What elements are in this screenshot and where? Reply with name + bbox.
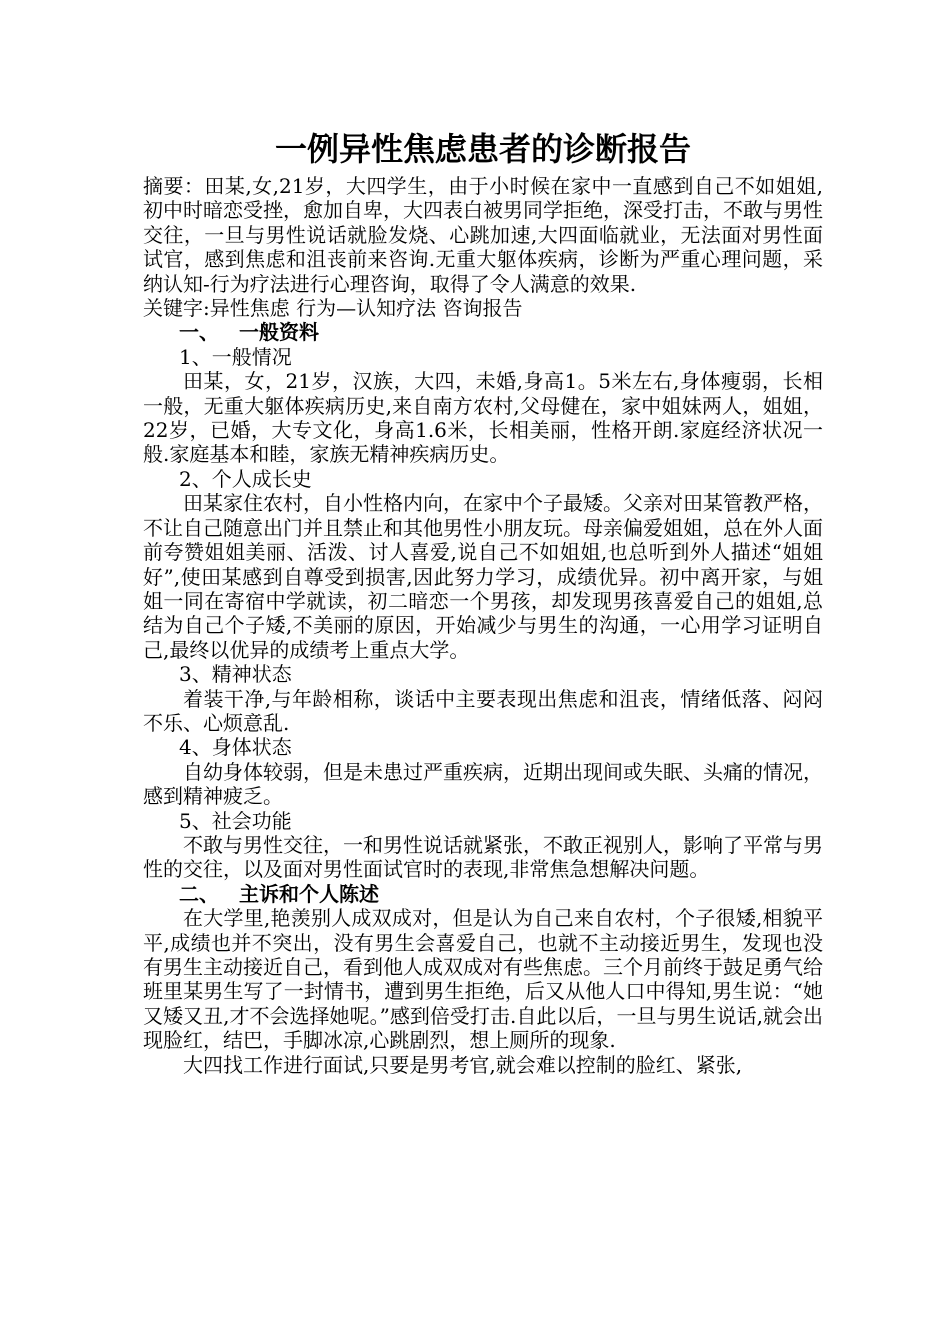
- keywords-line: 关键字:异性焦虑 行为—认知疗法 咨询报告: [143, 296, 523, 321]
- subsection-title-mental: 3、精神状态: [179, 662, 292, 687]
- subsection-title-growth: 2、个人成长史: [179, 466, 312, 491]
- general-info-paragraph: 田某，女，21岁，汉族，大四，未婚,身高1。5米左右,身体瘦弱，长相一般，无重大躯体疾病历史,来自南方农村,父母健在，家中姐妹两人，姐姐，22岁，已婚，大专文化，身高1.6米，长相美丽，性格开朗.家庭经济状况一般.家庭基本和睦，家族无精神疾病历史。: [143, 369, 823, 467]
- document-page: [143, 128, 823, 1077]
- section-title: 主诉和个人陈述: [239, 881, 379, 906]
- social-function-paragraph: 不敢与男性交往，一和男性说话就紧张，不敢正视别人，影响了平常与男性的交往，以及面对男性面试官时的表现,非常焦急想解决问题。: [143, 832, 823, 882]
- abstract-paragraph: 摘要：田某,女,21岁，大四学生，由于小时候在家中一直感到自己不如姐姐,初中时暗恋受挫，愈加自卑，大四表白被男同学拒绝，深受打击，不敢与男性交往，一旦与男性说话就脸发烧、心跳加速,大四面临就业，无法面对男性面试官，感到焦虑和沮丧前来咨询.无重大躯体疾病，诊断为严重心理问题，采纳认知-行为疗法进行心理咨询，取得了令人满意的效果.: [143, 174, 823, 296]
- subsection-title-social: 5、社会功能: [179, 808, 292, 833]
- interview-paragraph: 大四找工作进行面试,只要是男考官,就会难以控制的脸红、紧张,: [183, 1052, 743, 1077]
- subsection-title-general: 1、一般情况: [179, 344, 292, 369]
- section-heading-general-info: [143, 320, 823, 344]
- section-number: 二、: [179, 881, 219, 906]
- subsection-title-physical: 4、身体状态: [179, 735, 292, 760]
- growth-history-paragraph: 田某家住农村，自小性格内向，在家中个子最矮。父亲对田某管教严格，不让自己随意出门并且禁止和其他男性小朋友玩。母亲偏爱姐姐，总在外人面前夸赞姐姐美丽、活泼、讨人喜爱,说自己不如姐姐,也总听到外人描述“姐姐好”,使田某感到自尊受到损害,因此努力学习，成绩优异。初中离开家，与姐姐一同在寄宿中学就读，初二暗恋一个男孩，却发现男孩喜爱自己的姐姐,总结为自己个子矮,不美丽的原因，开始减少与男生的沟通，一心用学习证明自己,最终以优异的成绩考上重点大学。: [143, 491, 823, 662]
- document-title: 一例异性焦虑患者的诊断报告: [274, 130, 691, 168]
- mental-state-paragraph: 着装干净,与年龄相称，谈话中主要表现出焦虑和沮丧，情绪低落、闷闷不乐、心烦意乱.: [143, 686, 823, 735]
- physical-state-paragraph: 自幼身体较弱，但是未患过严重疾病，近期出现间或失眠、头痛的情况，感到精神疲乏。: [143, 759, 823, 809]
- section-number: 一、: [179, 320, 219, 345]
- section-heading-complaint: [143, 882, 823, 906]
- section-title: 一般资料: [239, 320, 319, 345]
- complaint-paragraph: 在大学里,艳羡别人成双成对，但是认为自己来自农村，个子很矮,相貌平平,成绩也并不突出，没有男生会喜爱自己，也就不主动接近男生，发现也没有男生主动接近自己，看到他人成双成对有些焦虑。三个月前终于鼓足勇气给班里某男生写了一封情书，遭到男生拒绝，后又从他人口中得知,男生说：“她又矮又丑,才不会选择她呢。”感到倍受打击.自此以后，一旦与男生说话,就会出现脸红，结巴，手脚冰凉,心跳剧烈，想上厕所的现象.: [143, 906, 823, 1053]
